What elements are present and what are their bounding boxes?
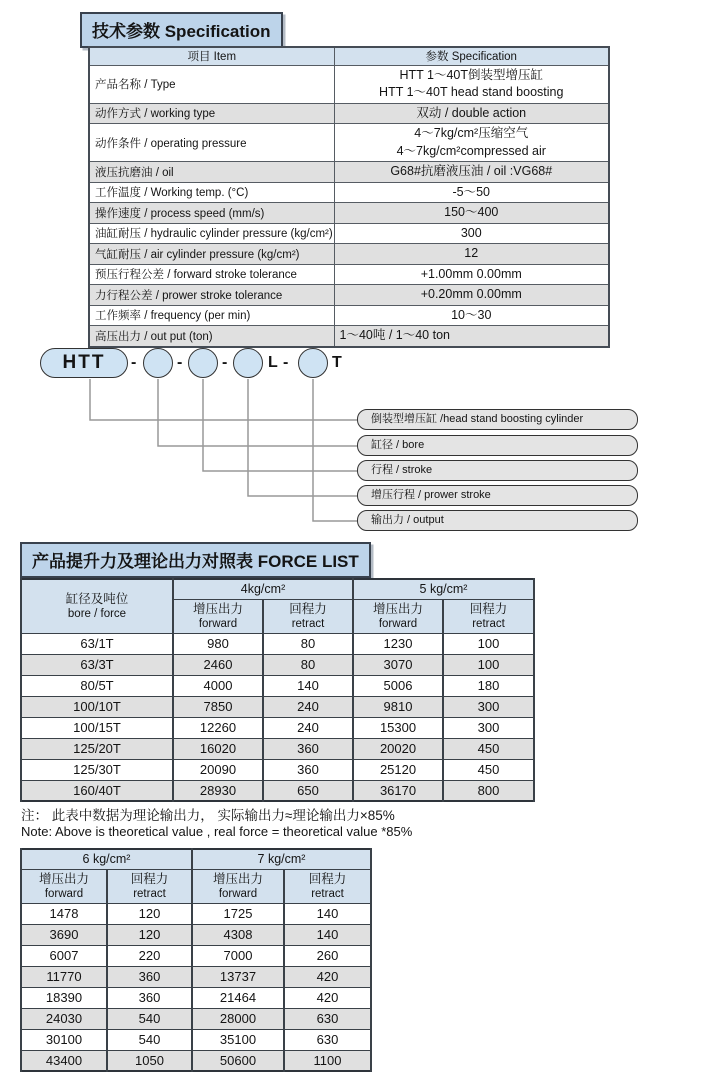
spec-table-row xyxy=(89,305,609,326)
value-cell: 120 xyxy=(107,903,192,924)
spec-value xyxy=(334,326,609,347)
value-cell: 18390 xyxy=(21,987,107,1008)
value-cell: 80 xyxy=(263,633,353,654)
spec-value xyxy=(334,65,609,103)
spec-table-body xyxy=(89,65,609,347)
spec-value xyxy=(334,264,609,285)
bottom-table-body xyxy=(21,903,371,1071)
value-cell: 12260 xyxy=(173,717,263,738)
spec-item-label: 油缸耐压 / hydraulic cylinder pressure (kg/cm²) xyxy=(89,223,334,244)
spec-table-row xyxy=(89,124,609,162)
table-row xyxy=(21,1029,371,1050)
value-cell: 7000 xyxy=(192,945,284,966)
bore-cell: 160/40T xyxy=(21,780,173,801)
value-cell: 450 xyxy=(443,738,534,759)
value-cell: 140 xyxy=(284,903,371,924)
spec-item-label: 操作速度 / process speed (mm/s) xyxy=(89,203,334,224)
value-cell: 240 xyxy=(263,696,353,717)
model-prefix-pill: HTT xyxy=(40,348,128,378)
value-cell: 2460 xyxy=(173,654,263,675)
table-row xyxy=(21,696,534,717)
table-row xyxy=(21,1050,371,1071)
value-cell: 28930 xyxy=(173,780,263,801)
spec-table-row xyxy=(89,244,609,265)
value-cell: 1725 xyxy=(192,903,284,924)
value-cell: 100 xyxy=(443,633,534,654)
value-cell: 20090 xyxy=(173,759,263,780)
value-cell: 4000 xyxy=(173,675,263,696)
value-cell: 21464 xyxy=(192,987,284,1008)
force-table-body xyxy=(21,633,534,801)
value-cell: 220 xyxy=(107,945,192,966)
table-row xyxy=(21,675,534,696)
spec-value-line: 1～40吨 / 1～40 ton xyxy=(339,328,450,342)
value-cell: 50600 xyxy=(192,1050,284,1071)
value-cell: 20020 xyxy=(353,738,443,759)
value-cell: 1100 xyxy=(284,1050,371,1071)
table-row xyxy=(21,717,534,738)
table-row xyxy=(21,1008,371,1029)
value-cell: 650 xyxy=(263,780,353,801)
force-header-forward-5kg: 增压出力 forward xyxy=(353,599,443,633)
bore-cell: 125/20T xyxy=(21,738,173,759)
force-table xyxy=(20,578,535,802)
value-cell: 420 xyxy=(284,987,371,1008)
value-cell: 300 xyxy=(443,696,534,717)
value-cell: 43400 xyxy=(21,1050,107,1071)
force-header-4kg: 4kg/cm² xyxy=(173,579,353,599)
value-cell: 30100 xyxy=(21,1029,107,1050)
value-cell: 420 xyxy=(284,966,371,987)
spec-value-line: 双动 / double action xyxy=(416,105,527,120)
bore-cell: 100/10T xyxy=(21,696,173,717)
bottom-force-table xyxy=(20,848,372,1072)
spec-item-label: 气缸耐压 / air cylinder pressure (kg/cm²) xyxy=(89,244,334,265)
table-row xyxy=(21,759,534,780)
spec-item-label: 动作方式 / working type xyxy=(89,103,334,124)
spec-header-item: 项目 Item xyxy=(89,47,334,65)
spec-value-line: G68#抗磨液压油 / oil :VG68# xyxy=(390,164,553,178)
model-dash-4: - xyxy=(283,354,289,371)
note-en: Note: Above is theoretical value , real force = theoretical value *85% xyxy=(21,824,413,839)
value-cell: 1478 xyxy=(21,903,107,924)
spec-table-row xyxy=(89,326,609,347)
force-header-forward-4kg: 增压出力 forward xyxy=(173,599,263,633)
model-field-bore-circle xyxy=(143,348,173,378)
value-cell: 80 xyxy=(263,654,353,675)
table-row xyxy=(21,924,371,945)
bottom-header-retract-6kg: 回程力 retract xyxy=(107,869,192,903)
spec-value-line: HTT 1～40T head stand boosting xyxy=(379,85,564,99)
value-cell: 300 xyxy=(443,717,534,738)
value-cell: 15300 xyxy=(353,717,443,738)
table-row xyxy=(21,780,534,801)
callout-stroke: 行程 / stroke xyxy=(357,460,638,481)
value-cell: 540 xyxy=(107,1029,192,1050)
table-row xyxy=(21,738,534,759)
value-cell: 35100 xyxy=(192,1029,284,1050)
spec-table-row xyxy=(89,65,609,103)
value-cell: 1230 xyxy=(353,633,443,654)
value-cell: 140 xyxy=(263,675,353,696)
spec-value xyxy=(334,244,609,265)
value-cell: 25120 xyxy=(353,759,443,780)
value-cell: 100 xyxy=(443,654,534,675)
spec-value-line: 4～7kg/cm²compressed air xyxy=(396,143,546,158)
force-header-retract-4kg: 回程力 retract xyxy=(263,599,353,633)
spec-value-line: 150～400 xyxy=(444,205,499,219)
value-cell: 140 xyxy=(284,924,371,945)
spec-item-label: 高压出力 / out put (ton) xyxy=(89,326,334,347)
spec-table-row xyxy=(89,182,609,203)
force-header-5kg: 5 kg/cm² xyxy=(353,579,534,599)
value-cell: 1050 xyxy=(107,1050,192,1071)
spec-value-line: 10～30 xyxy=(451,307,492,322)
spec-value xyxy=(334,182,609,203)
table-row xyxy=(21,633,534,654)
value-cell: 3690 xyxy=(21,924,107,945)
table-row xyxy=(21,903,371,924)
spec-value-line: 12 xyxy=(464,246,479,260)
spec-table-header-row xyxy=(89,47,609,65)
bottom-header-forward-7kg: 增压出力 forward xyxy=(192,869,284,903)
value-cell: 360 xyxy=(107,987,192,1008)
model-dash-1: - xyxy=(131,354,137,371)
spec-item-label: 动作条件 / operating pressure xyxy=(89,124,334,162)
value-cell: 630 xyxy=(284,1008,371,1029)
spec-value xyxy=(334,203,609,224)
value-cell: 16020 xyxy=(173,738,263,759)
spec-item-label: 液压抗磨油 / oil xyxy=(89,162,334,183)
bore-cell: 63/3T xyxy=(21,654,173,675)
callout-bore: 缸径 / bore xyxy=(357,435,638,456)
spec-value xyxy=(334,162,609,183)
bore-cell: 125/30T xyxy=(21,759,173,780)
spec-value xyxy=(334,305,609,326)
bore-cell: 63/1T xyxy=(21,633,173,654)
spec-value-line: 300 xyxy=(460,225,482,240)
spec-table-row xyxy=(89,223,609,244)
note-zh: 注： 此表中数据为理论输出力， 实际输出力≈理论输出力×85% xyxy=(21,808,395,823)
force-header-retract-5kg: 回程力 retract xyxy=(443,599,534,633)
spec-value xyxy=(334,124,609,162)
value-cell: 800 xyxy=(443,780,534,801)
spec-title: 技术参数 Specification xyxy=(80,12,283,48)
model-suffix-l: L xyxy=(268,354,278,371)
spec-item-label: 产品名称 / Type xyxy=(89,65,334,103)
table-row xyxy=(21,966,371,987)
spec-item-label: 工作频率 / frequency (per min) xyxy=(89,305,334,326)
value-cell: 450 xyxy=(443,759,534,780)
spec-value-line: -5～50 xyxy=(452,184,491,199)
spec-table-row xyxy=(89,203,609,224)
value-cell: 360 xyxy=(263,759,353,780)
model-dash-3: - xyxy=(222,354,228,371)
bottom-header-forward-6kg: 增压出力 forward xyxy=(21,869,107,903)
bottom-header-7kg: 7 kg/cm² xyxy=(192,849,371,869)
value-cell: 180 xyxy=(443,675,534,696)
table-row xyxy=(21,987,371,1008)
value-cell: 36170 xyxy=(353,780,443,801)
force-header-bore xyxy=(21,579,173,633)
spec-value-line: HTT 1～40T倒装型增压缸 xyxy=(399,67,544,82)
bottom-header-6kg: 6 kg/cm² xyxy=(21,849,192,869)
value-cell: 360 xyxy=(107,966,192,987)
table-row xyxy=(21,654,534,675)
value-cell: 540 xyxy=(107,1008,192,1029)
note xyxy=(21,808,412,839)
spec-value-line: +0.20mm 0.00mm xyxy=(420,287,522,301)
model-field-stroke-circle xyxy=(188,348,218,378)
model-field-prower-stroke-circle xyxy=(233,348,263,378)
spec-item-label: 力行程公差 / prower stroke tolerance xyxy=(89,285,334,306)
spec-value xyxy=(334,285,609,306)
bottom-header-retract-7kg: 回程力 retract xyxy=(284,869,371,903)
model-suffix-t: T xyxy=(332,354,342,371)
spec-header-value: 参数 Specification xyxy=(334,47,609,65)
table-row xyxy=(21,945,371,966)
value-cell: 9810 xyxy=(353,696,443,717)
value-cell: 24030 xyxy=(21,1008,107,1029)
value-cell: 13737 xyxy=(192,966,284,987)
spec-table-row xyxy=(89,103,609,124)
spec-value xyxy=(334,223,609,244)
bore-cell: 80/5T xyxy=(21,675,173,696)
value-cell: 3070 xyxy=(353,654,443,675)
value-cell: 260 xyxy=(284,945,371,966)
value-cell: 7850 xyxy=(173,696,263,717)
callout-output: 输出力 / output xyxy=(357,510,638,531)
spec-value-line: 4～7kg/cm²压缩空气 xyxy=(414,126,529,140)
value-cell: 240 xyxy=(263,717,353,738)
spec-item-label: 预压行程公差 / forward stroke tolerance xyxy=(89,264,334,285)
spec-table-row xyxy=(89,162,609,183)
spec-item-label: 工作温度 / Working temp. (°C) xyxy=(89,182,334,203)
value-cell: 11770 xyxy=(21,966,107,987)
value-cell: 120 xyxy=(107,924,192,945)
value-cell: 5006 xyxy=(353,675,443,696)
spec-table-row xyxy=(89,285,609,306)
spec-table-row xyxy=(89,264,609,285)
value-cell: 630 xyxy=(284,1029,371,1050)
force-header-bore-en: bore / force xyxy=(67,607,127,620)
model-dash-2: - xyxy=(177,354,183,371)
value-cell: 28000 xyxy=(192,1008,284,1029)
force-list-title: 产品提升力及理论出力对照表 FORCE LIST xyxy=(20,542,371,578)
callout-prower-stroke: 增压行程 / prower stroke xyxy=(357,485,638,506)
callout-head-stand-boosting-cylinder: 倒装型增压缸 /head stand boosting cylinder xyxy=(357,409,638,430)
force-header-bore-zh: 缸径及吨位 xyxy=(65,591,129,606)
spec-value xyxy=(334,103,609,124)
bore-cell: 100/15T xyxy=(21,717,173,738)
spec-value-line: +1.00mm 0.00mm xyxy=(420,266,522,281)
value-cell: 360 xyxy=(263,738,353,759)
value-cell: 6007 xyxy=(21,945,107,966)
model-field-output-circle xyxy=(298,348,328,378)
spec-table xyxy=(88,46,610,348)
value-cell: 4308 xyxy=(192,924,284,945)
model-code-diagram xyxy=(0,345,703,540)
value-cell: 980 xyxy=(173,633,263,654)
